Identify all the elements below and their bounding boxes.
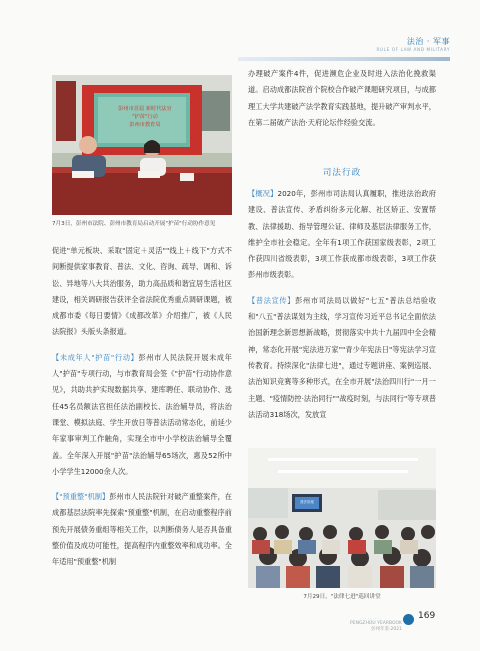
right-paragraph-2-text: 2020年，彭州市司法局认真履职，推进法治政府建设、普法宣传、矛盾纠纷多元化解、社区矫正、安置帮教、法律援助、指导管理公证、律师及基层法律服务工作，维护全市社会稳定。全年有1项工作获国家级表彰，2项工作获四川省级表彰，3项工作获成都市级表彰，3项工作获彭州市级表彰。 <box>248 189 436 280</box>
left-paragraph-2-text: 彭州市人民法院开展未成年人"护苗"专项行动，与市教育局会签《"护苗"行动协作意见》，共助共护实现数据共享、建库聘任、联动协作、选任45名员额法官担任法治副校长、法治辅导员，将法治课堂、模拟法庭、学生开放日等普法活动常态化，前延少年家事审判工作触角，实现全市中小学校法治辅导全覆盖。全年深入开展"护苗"法治辅导65场次，惠及52所中小学学生12000余人次。 <box>52 352 232 476</box>
left-paragraph-3-tag: 【"预重整"机制】 <box>52 492 110 502</box>
right-paragraph-1: 办理破产案件4件，促进濒危企业及时进入法治化挽救渠道。启动成都法院首个院校合作破产课题研究项目，与成都理工大学共建破产法学教育实践基地，提升破产审判水平，在第二届破产法治·天府论坛作经验交流。 <box>248 69 436 127</box>
left-paragraph-3-text: 彭州市人民法院针对破产重整案件，在成都基层法院率先探索"预重整"机制，在启动重整程序前预先开展债务重组等相关工作，以判断债务人是否具备重整价值及成功可能性，提高程序内重整效率和成功率。全年适用"预重整"机制 <box>52 492 232 567</box>
right-paragraph-2 <box>248 186 436 284</box>
section-header-title: 法治 · 军事 <box>406 37 450 46</box>
left-paragraph-2-tag: 【未成年人"护苗"行动】 <box>52 352 139 362</box>
banner-line-1: 彭州市首届 新时代法官 <box>118 106 172 112</box>
right-paragraph-2-tag: 【概况】 <box>248 189 278 198</box>
banner-line-3: 彭州市教育局 <box>129 122 161 128</box>
lecture-photo-illustration <box>248 448 436 588</box>
left-paragraph-3 <box>52 489 232 570</box>
header-bar <box>238 57 450 61</box>
lecture-photo <box>248 448 436 588</box>
footer-label <box>350 621 402 632</box>
photo1-caption: 7月3日，彭州市法院、彭州市教育局启动开展"护苗"行动协作意见 <box>52 221 216 227</box>
right-paragraph-3-tag: 【普法宣传】 <box>248 295 296 305</box>
right-column-top <box>248 66 436 131</box>
left-column <box>52 243 232 571</box>
meeting-photo <box>52 75 232 215</box>
page-number: 169 <box>418 611 436 621</box>
page-marker-icon <box>403 614 414 625</box>
section-title: 司法行政 <box>322 168 362 178</box>
footer-dots: · · · · · · · · · <box>360 616 382 621</box>
section-header-subtitle: RULE OF LAW AND MILITARY <box>376 47 450 52</box>
right-column-body <box>248 186 436 423</box>
left-paragraph-2 <box>52 350 232 480</box>
left-paragraph-1: 促进"单元板块、采取"固定＋灵活""线上＋线下"方式不间断提供家事教育、普法、文化、咨询、疏导、调和、诉讼、异地等八大共治服务，助力高品质和谐宜居生活社区建设，相关调研报告获评全省法院优秀重点调研课题，被成都市委《每日要情》《成都改革》介绍推广，被《人民法院报》头版头条报道。 <box>52 246 232 337</box>
footer-label-line-1: PENGZHOU YEARBOOK <box>350 621 402 626</box>
meeting-photo-illustration <box>52 75 232 215</box>
right-paragraph-3 <box>248 293 436 423</box>
banner-line-2: "护苗"行动 <box>132 114 158 120</box>
right-paragraph-3-text: 彭州市司法局以做好"七五"普法总结验收和"八五"普法谋划为主线，学习宣传习近平总书记全面依法治国新理念新思想新战略，贯彻落实中共十九届四中全会精神，常态化开展"宪法进万家""青少年宪法日"等宪法学习宣传教育。持续深化"法律七进"，通过专题讲座、案例巡展、法治知识竞赛等多种形式，在全市开展"法治四川行"一月一主题、"疫情防控·法治同行""战疫时刻，与法同行"等专项普法活动318场次，发放宣 <box>248 295 437 419</box>
photo2-caption: 7月29日，"法律七进"巡回讲堂 <box>303 594 381 600</box>
footer-label-line-2: 彭州年鉴·2021 <box>371 626 402 632</box>
screen-text: 普法讲座 <box>300 500 314 504</box>
